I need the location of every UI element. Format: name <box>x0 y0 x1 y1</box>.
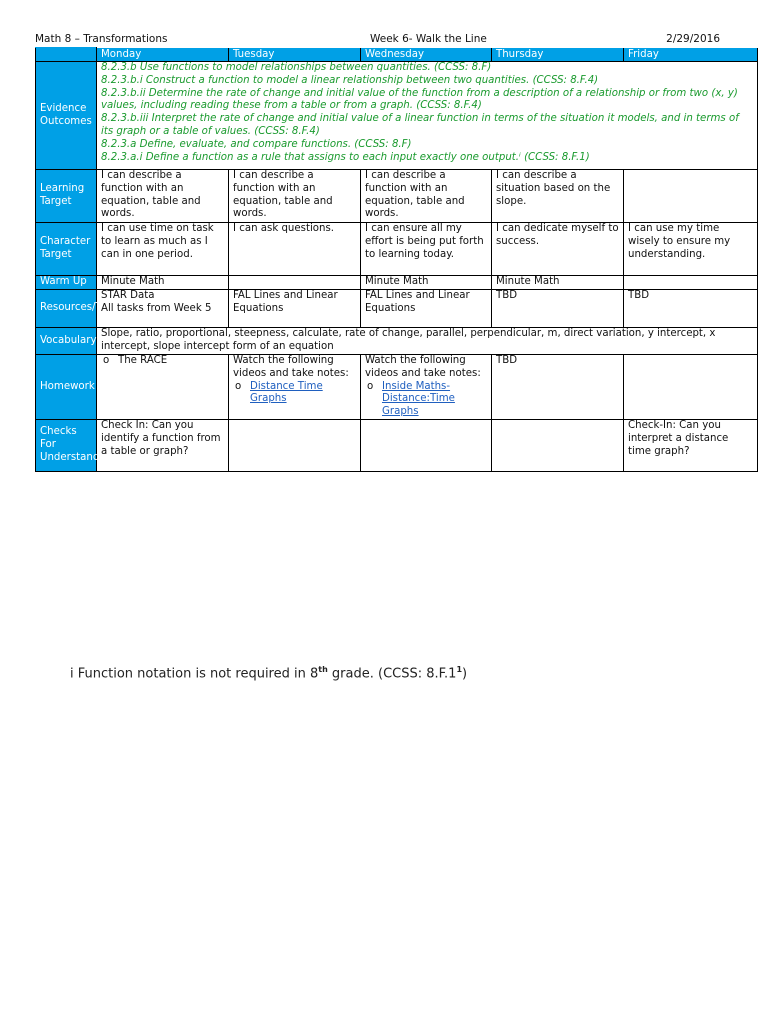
warmup-cell: Minute Math <box>97 276 229 290</box>
evidence-line: 8.2.3.b Use functions to model relationships between quantities. (CCSS: 8.F) <box>101 62 492 73</box>
homework-friday <box>624 355 758 420</box>
homework-thursday: TBD <box>492 355 624 420</box>
learning-cell: I can describe a function with an equation, table and words. <box>229 170 361 223</box>
homework-wednesday <box>361 355 492 420</box>
checks-row <box>36 420 758 472</box>
footnote <box>70 665 467 681</box>
resources-row <box>36 290 758 328</box>
evidence-label: Evidence Outcomes <box>36 62 97 170</box>
inside-maths-link[interactable]: Inside Maths- Distance:Time Graphs <box>382 380 455 418</box>
resources-label: Resources/Tasks <box>36 290 97 328</box>
date-label: 2/29/2016 <box>666 33 720 45</box>
homework-bullet <box>365 381 487 419</box>
footnote-middle: grade. (CCSS: 8.F.1 <box>327 666 457 682</box>
warmup-cell <box>229 276 361 290</box>
lesson-plan-table <box>35 47 758 472</box>
vocabulary-text: Slope, ratio, proportional, steepness, calculate, rate of change, parallel, perpendicular, m, direct variation, y intercept, x intercept, slope intercept form of an equation <box>97 328 758 355</box>
footnote-sup: 1 <box>456 665 463 674</box>
distance-time-graphs-link[interactable]: Distance Time Graphs <box>250 380 323 405</box>
character-cell: I can ensure all my effort is being put forth to learning today. <box>361 223 492 276</box>
evidence-row <box>36 62 758 170</box>
vocabulary-row <box>36 328 758 355</box>
warm-up-row <box>36 276 758 290</box>
homework-label: Homework <box>36 355 97 420</box>
resources-cell: FAL Lines and Linear Equations <box>229 290 361 328</box>
day-wednesday: Wednesday <box>361 48 492 62</box>
course-title: Math 8 – Transformations <box>35 33 168 45</box>
learning-cell: I can describe a function with an equation, table and words. <box>361 170 492 223</box>
warmup-cell <box>624 276 758 290</box>
checks-cell <box>492 420 624 472</box>
character-cell: I can ask questions. <box>229 223 361 276</box>
checks-cell: Check In: Can you identify a function from a table or graph? <box>97 420 229 472</box>
resources-cell: STAR Data All tasks from Week 5 <box>97 290 229 328</box>
evidence-line: 8.2.3.b.i Construct a function to model a linear relationship between two quantities. (CCSS: 8.F.4) <box>101 74 599 86</box>
checks-cell <box>361 420 492 472</box>
learning-cell <box>624 170 758 223</box>
vocabulary-label: Vocabulary <box>36 328 97 355</box>
checks-cell: Check-In: Can you interpret a distance time graph? <box>624 420 758 472</box>
learning-target-row <box>36 170 758 223</box>
resources-cell: FAL Lines and Linear Equations <box>361 290 492 328</box>
learning-cell: I can describe a situation based on the slope. <box>492 170 624 223</box>
evidence-line: 8.2.3.a.i Define a function as a rule that assigns to each input exactly one output.ⁱ (CCSS: 8.F.1) <box>101 151 590 163</box>
footnote-prefix: i Function notation is not required in 8 <box>70 666 319 682</box>
warm-up-label: Warm Up <box>36 276 97 290</box>
checks-cell <box>229 420 361 472</box>
day-header-row <box>36 48 758 62</box>
character-cell: I can use time on task to learn as much as I can in one period. <box>97 223 229 276</box>
homework-intro: Watch the following videos and take notes: <box>233 355 349 379</box>
character-target-label: Character Target <box>36 223 97 276</box>
homework-row <box>36 355 758 420</box>
day-tuesday: Tuesday <box>229 48 361 62</box>
learning-cell: I can describe a function with an equation, table and words. <box>97 170 229 223</box>
footnote-suffix: ) <box>462 666 468 682</box>
homework-bullet: o The RACE <box>101 355 224 368</box>
checks-label: Checks For Understanding <box>36 420 97 472</box>
warmup-cell: Minute Math <box>492 276 624 290</box>
homework-tuesday <box>229 355 361 420</box>
day-friday: Friday <box>624 48 758 62</box>
homework-bullet <box>233 381 356 407</box>
homework-intro: Watch the following videos and take notes: <box>365 355 481 379</box>
character-target-row <box>36 223 758 276</box>
corner-cell <box>36 48 97 62</box>
footnote-sup: th <box>318 665 328 674</box>
evidence-line: 8.2.3.b.iii Interpret the rate of change and initial value of a linear function in terms of the situation it models, and in terms of its graph or a table of values. (CCSS: 8.F.4) <box>101 113 739 137</box>
warmup-cell: Minute Math <box>361 276 492 290</box>
evidence-outcomes <box>97 62 758 170</box>
homework-monday <box>97 355 229 420</box>
character-cell: I can dedicate myself to success. <box>492 223 624 276</box>
day-thursday: Thursday <box>492 48 624 62</box>
resources-cell: TBD <box>492 290 624 328</box>
evidence-line: 8.2.3.a Define, evaluate, and compare functions. (CCSS: 8.F) <box>101 138 412 150</box>
evidence-line: 8.2.3.b.ii Determine the rate of change and initial value of the function from a description of a relationship or from two (x, y) values, including reading these from a table or from a graph. (CCSS: 8.F.4) <box>101 87 738 112</box>
week-title: Week 6- Walk the Line <box>370 33 487 45</box>
day-monday: Monday <box>97 48 229 62</box>
resources-cell: TBD <box>624 290 758 328</box>
learning-target-label: Learning Target <box>36 170 97 223</box>
page-header <box>35 33 720 47</box>
character-cell: I can use my time wisely to ensure my understanding. <box>624 223 758 276</box>
